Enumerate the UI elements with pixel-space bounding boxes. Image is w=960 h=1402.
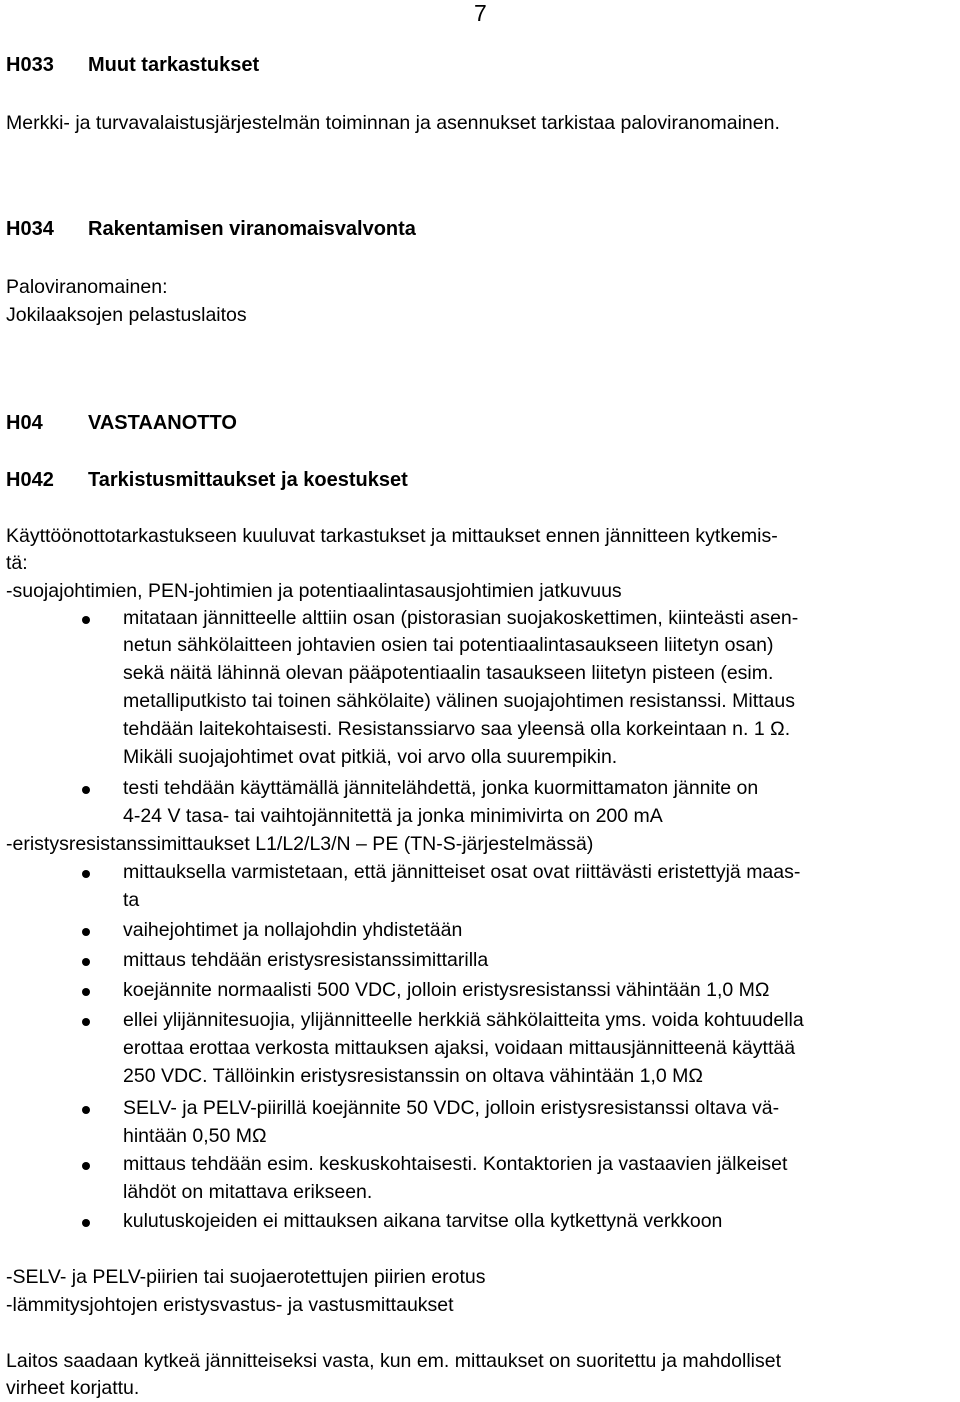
bullet-text: kulutuskojeiden ei mittauksen aikana tarvitse olla kytkettynä verkkoon bbox=[123, 1210, 723, 1232]
bullet-dot bbox=[82, 616, 90, 624]
bullet-text: netun sähkölaitteen johtavien osien tai potentiaalintasaukseen liitetyn osan) bbox=[123, 634, 774, 656]
bullet-dot bbox=[82, 988, 90, 996]
bullet-text: erottaa erottaa verkosta mittauksen ajaksi, voidaan mittausjännitteenä käyttää bbox=[123, 1037, 796, 1059]
section-code: H042 bbox=[6, 469, 54, 491]
bullet-dot bbox=[82, 928, 90, 936]
bullet-text: Mikäli suojajohtimet ovat pitkiä, voi arvo olla suurempikin. bbox=[123, 746, 618, 768]
section-heading-h042 bbox=[6, 469, 408, 492]
bullet-text: testi tehdään käyttämällä jännitelähdettä, jonka kuormittamaton jännite on bbox=[123, 777, 759, 799]
section-code: H04 bbox=[6, 412, 43, 434]
bullet-dot bbox=[82, 1162, 90, 1170]
bullet-text: 4-24 V tasa- tai vaihtojännitettä ja jonka minimivirta on 200 mA bbox=[123, 805, 663, 827]
bullet-dot bbox=[82, 1018, 90, 1026]
text-line: Laitos saadaan kytkeä jännitteiseksi vasta, kun em. mittaukset on suoritettu ja mahdolliset bbox=[6, 1350, 781, 1372]
page-number: 7 bbox=[474, 0, 487, 26]
text-line: -SELV- ja PELV-piirien tai suojaerotettujen piirien erotus bbox=[6, 1266, 486, 1288]
text-line: -lämmitysjohtojen eristysvastus- ja vastusmittaukset bbox=[6, 1294, 454, 1316]
bullet-text: SELV- ja PELV-piirillä koejännite 50 VDC, jolloin eristysresistanssi oltava vä- bbox=[123, 1097, 780, 1119]
bullet-text: mittaus tehdään esim. keskuskohtaisesti. Kontaktorien ja vastaavien jälkeiset bbox=[123, 1153, 788, 1175]
text-line: Jokilaaksojen pelastuslaitos bbox=[6, 304, 247, 326]
bullet-dot bbox=[82, 1106, 90, 1114]
section-title: Muut tarkastukset bbox=[88, 54, 260, 76]
paragraph: Merkki- ja turvavalaistusjärjestelmän toiminnan ja asennukset tarkistaa paloviranomainen. bbox=[6, 112, 780, 134]
bullet-text: tehdään laitekohtaisesti. Resistanssiarvo saa yleensä olla korkeintaan n. 1 Ω. bbox=[123, 718, 791, 740]
bullet-text: sekä näitä lähinnä olevan pääpotentiaalin tasaukseen liitetyn pisteen (esim. bbox=[123, 662, 774, 684]
text-line: Paloviranomainen: bbox=[6, 276, 168, 298]
bullet-text: metalliputkisto tai toinen sähkölaite) välinen suojajohtimen resistanssi. Mittaus bbox=[123, 690, 795, 712]
section-heading-h04 bbox=[6, 412, 237, 435]
bullet-text: koejännite normaalisti 500 VDC, jolloin eristysresistanssi vähintään 1,0 MΩ bbox=[123, 979, 770, 1001]
bullet-text: lähdöt on mitattava erikseen. bbox=[123, 1181, 373, 1203]
subheading-insulation: -eristysresistanssimittaukset L1/L2/L3/N – PE (TN-S-järjestelmässä) bbox=[6, 833, 594, 855]
bullet-text: mittaus tehdään eristysresistanssimittarilla bbox=[123, 949, 489, 971]
section-heading-h033 bbox=[6, 54, 259, 77]
section-title: Rakentamisen viranomaisvalvonta bbox=[88, 218, 416, 240]
bullet-text: mitataan jännitteelle alttiin osan (pistorasian suojakoskettimen, kiinteästi asen- bbox=[123, 607, 799, 629]
text-line: virheet korjattu. bbox=[6, 1377, 140, 1399]
bullet-dot bbox=[82, 870, 90, 878]
section-title: VASTAANOTTO bbox=[88, 412, 237, 434]
subheading-continuity: -suojajohtimien, PEN-johtimien ja potentiaalintasausjohtimien jatkuvuus bbox=[6, 580, 622, 602]
bullet-text: hintään 0,50 MΩ bbox=[123, 1125, 267, 1147]
bullet-text: mittauksella varmistetaan, että jännitteiset osat ovat riittävästi eristettyjä maas- bbox=[123, 861, 801, 883]
bullet-dot bbox=[82, 1219, 90, 1227]
section-title: Tarkistusmittaukset ja koestukset bbox=[88, 469, 408, 491]
bullet-text: vaihejohtimet ja nollajohdin yhdistetään bbox=[123, 919, 463, 941]
bullet-text: 250 VDC. Tällöinkin eristysresistanssin on oltava vähintään 1,0 MΩ bbox=[123, 1065, 704, 1087]
bullet-dot bbox=[82, 786, 90, 794]
bullet-text: ta bbox=[123, 889, 140, 911]
bullet-dot bbox=[82, 958, 90, 966]
text-line: tä: bbox=[6, 552, 28, 574]
bullet-text: ellei ylijännitesuojia, ylijännitteelle herkkiä sähkölaitteita yms. voida kohtuudella bbox=[123, 1009, 804, 1031]
section-heading-h034 bbox=[6, 218, 416, 241]
section-code: H033 bbox=[6, 54, 54, 76]
text-line: Käyttöönottotarkastukseen kuuluvat tarkastukset ja mittaukset ennen jännitteen kytkemis- bbox=[6, 525, 778, 547]
section-code: H034 bbox=[6, 218, 54, 240]
